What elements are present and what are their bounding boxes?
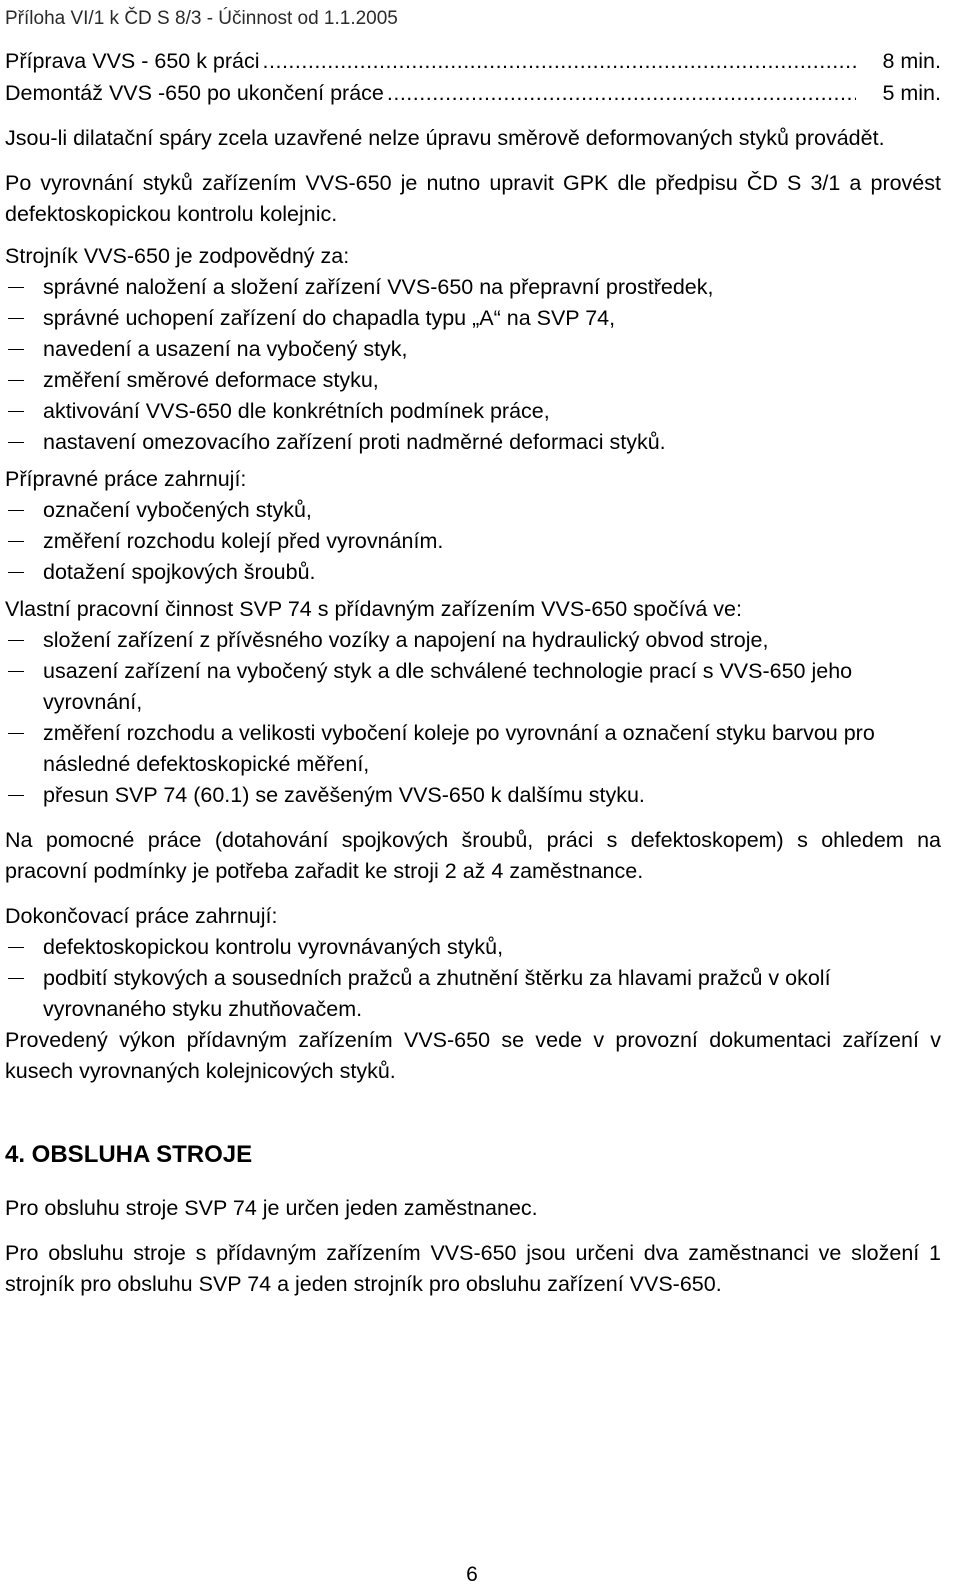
- list-item: změření rozchodu a velikosti vybočení koleje po vyrovnání a označení styku barvou pro následné defektoskopické měření,: [5, 718, 941, 780]
- strojnik-intro: Strojník VVS-650 je zodpovědný za:: [5, 244, 350, 268]
- dash-bullet: [8, 978, 24, 979]
- list-item: navedení a usazení na vybočený styk,: [5, 334, 941, 365]
- paragraph-provedeny-vykon: Provedený výkon přídavným zařízením VVS-650 se vede v provozní dokumentaci zařízení v kusech vyrovnaných kolejnicových styků.: [5, 1028, 941, 1083]
- list-item: usazení zařízení na vybočený styk a dle schválené technologie prací s VVS-650 jeho vyrovnání,: [5, 656, 941, 718]
- list-item: správné naložení a složení zařízení VVS-650 na přepravní prostředek,: [5, 272, 941, 303]
- dash-bullet: [8, 349, 24, 350]
- dash-bullet: [8, 541, 24, 542]
- dash-bullet: [8, 795, 24, 796]
- paragraph-dilatacni-spary: Jsou-li dilatační spáry zcela uzavřené nelze úpravu směrově deformovaných styků provádět.: [5, 126, 885, 150]
- document-page: [5, 0, 941, 1300]
- pripravne-list: [5, 495, 941, 588]
- time-row-value: 8 min.: [882, 49, 941, 73]
- list-item: změření rozchodu kolejí před vyrovnáním.: [5, 526, 941, 557]
- dash-bullet: [8, 640, 24, 641]
- dash-bullet: [8, 671, 24, 672]
- time-row-label: Příprava VVS - 650 k práci: [5, 49, 260, 73]
- dash-bullet: [8, 380, 24, 381]
- list-item: nastavení omezovacího zařízení proti nadměrné deformaci styků.: [5, 427, 941, 458]
- section-heading: 4. OBSLUHA STROJE: [5, 1141, 253, 1168]
- dash-bullet: [8, 510, 24, 511]
- dash-bullet: [8, 287, 24, 288]
- dash-bullet: [8, 318, 24, 319]
- paragraph-obsluha-1: Pro obsluhu stroje SVP 74 je určen jeden zaměstnanec.: [5, 1196, 538, 1220]
- paragraph-obsluha-2: Pro obsluhu stroje s přídavným zařízením VVS-650 jsou určeni dva zaměstnanci ve složení 1 strojník pro obsluhu SVP 74 a jeden strojník pro obsluhu zařízení VVS-650.: [5, 1241, 941, 1296]
- time-row: [5, 45, 941, 77]
- dash-bullet: [8, 947, 24, 948]
- paragraph-vyrovnani: Po vyrovnání styků zařízením VVS-650 je nutno upravit GPK dle předpisu ČD S 3/1 a provést defektoskopickou kontrolu kolejnic.: [5, 171, 941, 226]
- vlastni-intro: Vlastní pracovní činnost SVP 74 s přídavným zařízením VVS-650 spočívá ve:: [5, 597, 742, 621]
- dash-bullet: [8, 442, 24, 443]
- list-item: označení vybočených styků,: [5, 495, 941, 526]
- list-item: složení zařízení z přívěsného vozíky a napojení na hydraulický obvod stroje,: [5, 625, 941, 656]
- dokoncovaci-list: [5, 932, 941, 1025]
- time-row-label: Demontáž VVS -650 po ukončení práce: [5, 81, 384, 105]
- time-row: [5, 77, 941, 109]
- list-item: správné uchopení zařízení do chapadla typu „A“ na SVP 74,: [5, 303, 941, 334]
- dash-bullet: [8, 572, 24, 573]
- list-item: aktivování VVS-650 dle konkrétních podmínek práce,: [5, 396, 941, 427]
- document-header: Příloha VI/1 k ČD S 8/3 - Účinnost od 1.1.2005: [5, 8, 398, 29]
- pripravne-intro: Přípravné práce zahrnují:: [5, 467, 247, 491]
- list-item: přesun SVP 74 (60.1) se zavěšeným VVS-650 k dalšímu styku.: [5, 780, 941, 811]
- dash-bullet: [8, 411, 24, 412]
- paragraph-pomocne-prace: Na pomocné práce (dotahování spojkových šroubů, práci s defektoskopem) s ohledem na pracovní podmínky je potřeba zařadit ke stroji 2 až 4 zaměstnance.: [5, 828, 941, 883]
- dot-leader: [263, 45, 856, 77]
- list-item: dotažení spojkových šroubů.: [5, 557, 941, 588]
- list-item: defektoskopickou kontrolu vyrovnávaných styků,: [5, 932, 941, 963]
- list-item: změření směrové deformace styku,: [5, 365, 941, 396]
- strojnik-list: [5, 272, 941, 458]
- page-number: 6: [466, 1563, 478, 1586]
- dash-bullet: [8, 733, 24, 734]
- vlastni-list: [5, 625, 941, 811]
- dot-leader: [387, 77, 856, 109]
- time-table: [5, 45, 941, 109]
- dokoncovaci-intro: Dokončovací práce zahrnují:: [5, 904, 278, 928]
- list-item: podbití stykových a sousedních pražců a zhutnění štěrku za hlavami pražců v okolí vyrovnaného styku zhutňovačem.: [5, 963, 941, 1025]
- time-row-value: 5 min.: [882, 81, 941, 105]
